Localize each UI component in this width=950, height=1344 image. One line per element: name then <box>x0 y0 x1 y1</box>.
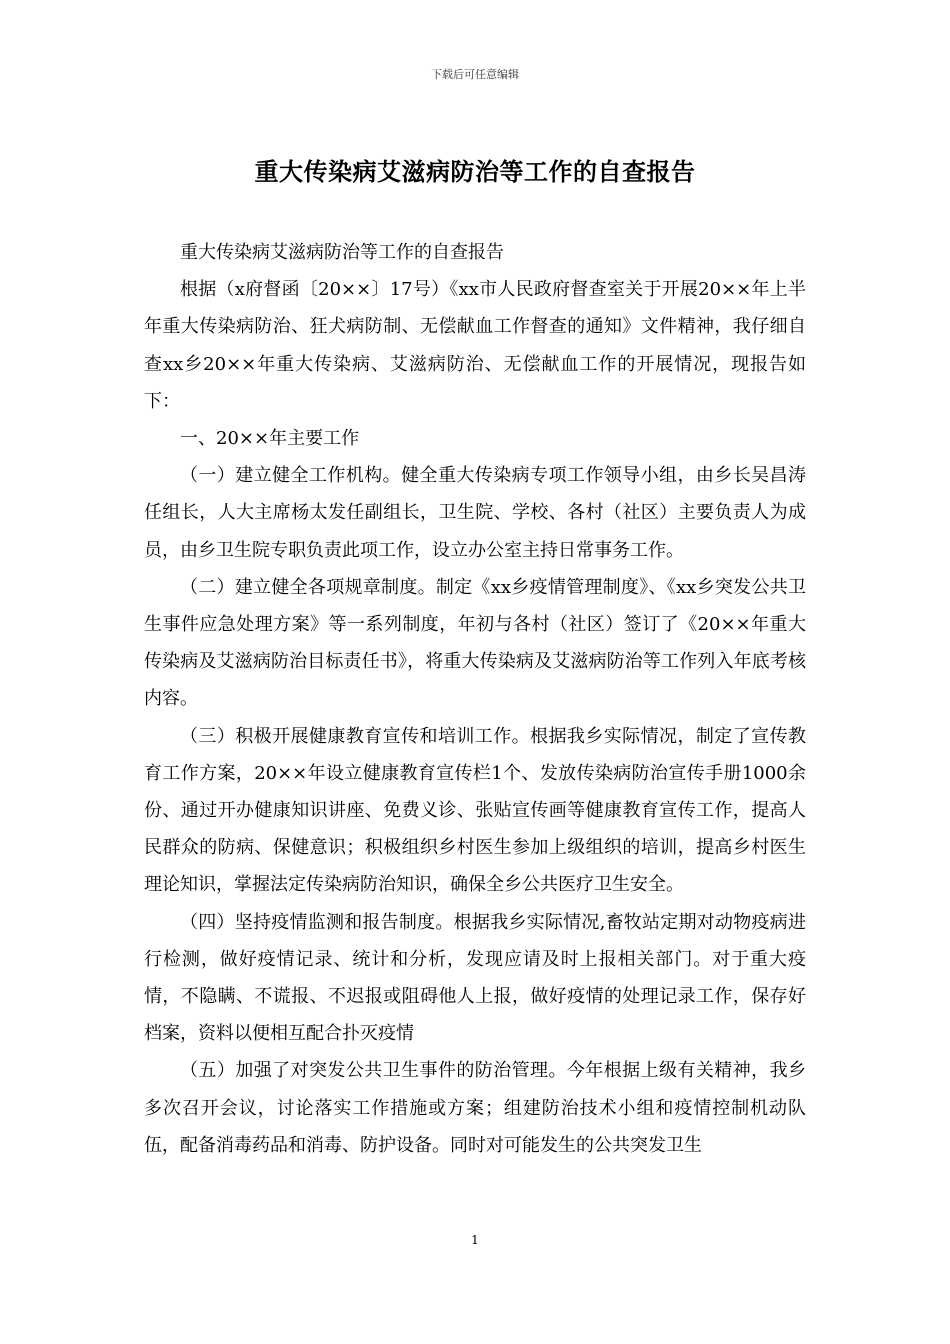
paragraph-item-2: （二）建立健全各项规章制度。制定《xx乡疫情管理制度》、《xx乡突发公共卫生事件应急处理方案》等一系列制度，年初与各村（社区）签订了《20××年重大传染病及艾滋病防治目标责任书》，将重大传染病及艾滋病防治等工作列入年底考核内容。 <box>144 576 806 710</box>
document-title: 重大传染病艾滋病防治等工作的自查报告 <box>254 158 696 186</box>
page-number: 1 <box>471 1233 479 1247</box>
document-body <box>144 234 806 1164</box>
paragraph-item-4: （四）坚持疫情监测和报告制度。根据我乡实际情况,畜牧站定期对动物疫病进行检测，做好疫情记录、统计和分析，发现应请及时上报相关部门。对于重大疫情，不隐瞒、不谎报、不迟报或阻碍他人上报，做好疫情的处理记录工作，保存好档案，资料以便相互配合扑灭疫情 <box>144 911 806 1045</box>
paragraph-item-1: （一）建立健全工作机构。健全重大传染病专项工作领导小组，由乡长吴昌涛任组长，人大主席杨太发任副组长，卫生院、学校、各村（社区）主要负责人为成员，由乡卫生院专职负责此项工作，设立办公室主持日常事务工作。 <box>144 465 806 561</box>
section-heading: 一、20××年主要工作 <box>180 428 360 450</box>
paragraph-intro: 根据（x府督函〔20××〕17号）《xx市人民政府督查室关于开展20××年上半年重大传染病防治、狂犬病防制、无偿献血工作督查的通知》文件精神，我仔细自查xx乡20××年重大传染病、艾滋病防治、无偿献血工作的开展情况，现报告如下： <box>144 279 806 412</box>
paragraph-subtitle: 重大传染病艾滋病防治等工作的自查报告 <box>180 242 504 263</box>
header-note: 下载后可任意编辑 <box>431 68 519 81</box>
paragraph-item-3: （三）积极开展健康教育宣传和培训工作。根据我乡实际情况，制定了宣传教育工作方案，20××年设立健康教育宣传栏1个、发放传染病防治宣传手册1000余份、通过开办健康知识讲座、免费义诊、张贴宣传画等健康教育宣传工作，提高人民群众的防病、保健意识；积极组织乡村医生参加上级组织的培训，提高乡村医生理论知识，掌握法定传染病防治知识，确保全乡公共医疗卫生安全。 <box>144 725 806 896</box>
paragraph-item-5: （五）加强了对突发公共卫生事件的防治管理。今年根据上级有关精神，我乡多次召开会议，讨论落实工作措施或方案；组建防治技术小组和疫情控制机动队伍，配备消毒药品和消毒、防护设备。同时对可能发生的公共突发卫生 <box>144 1060 806 1156</box>
